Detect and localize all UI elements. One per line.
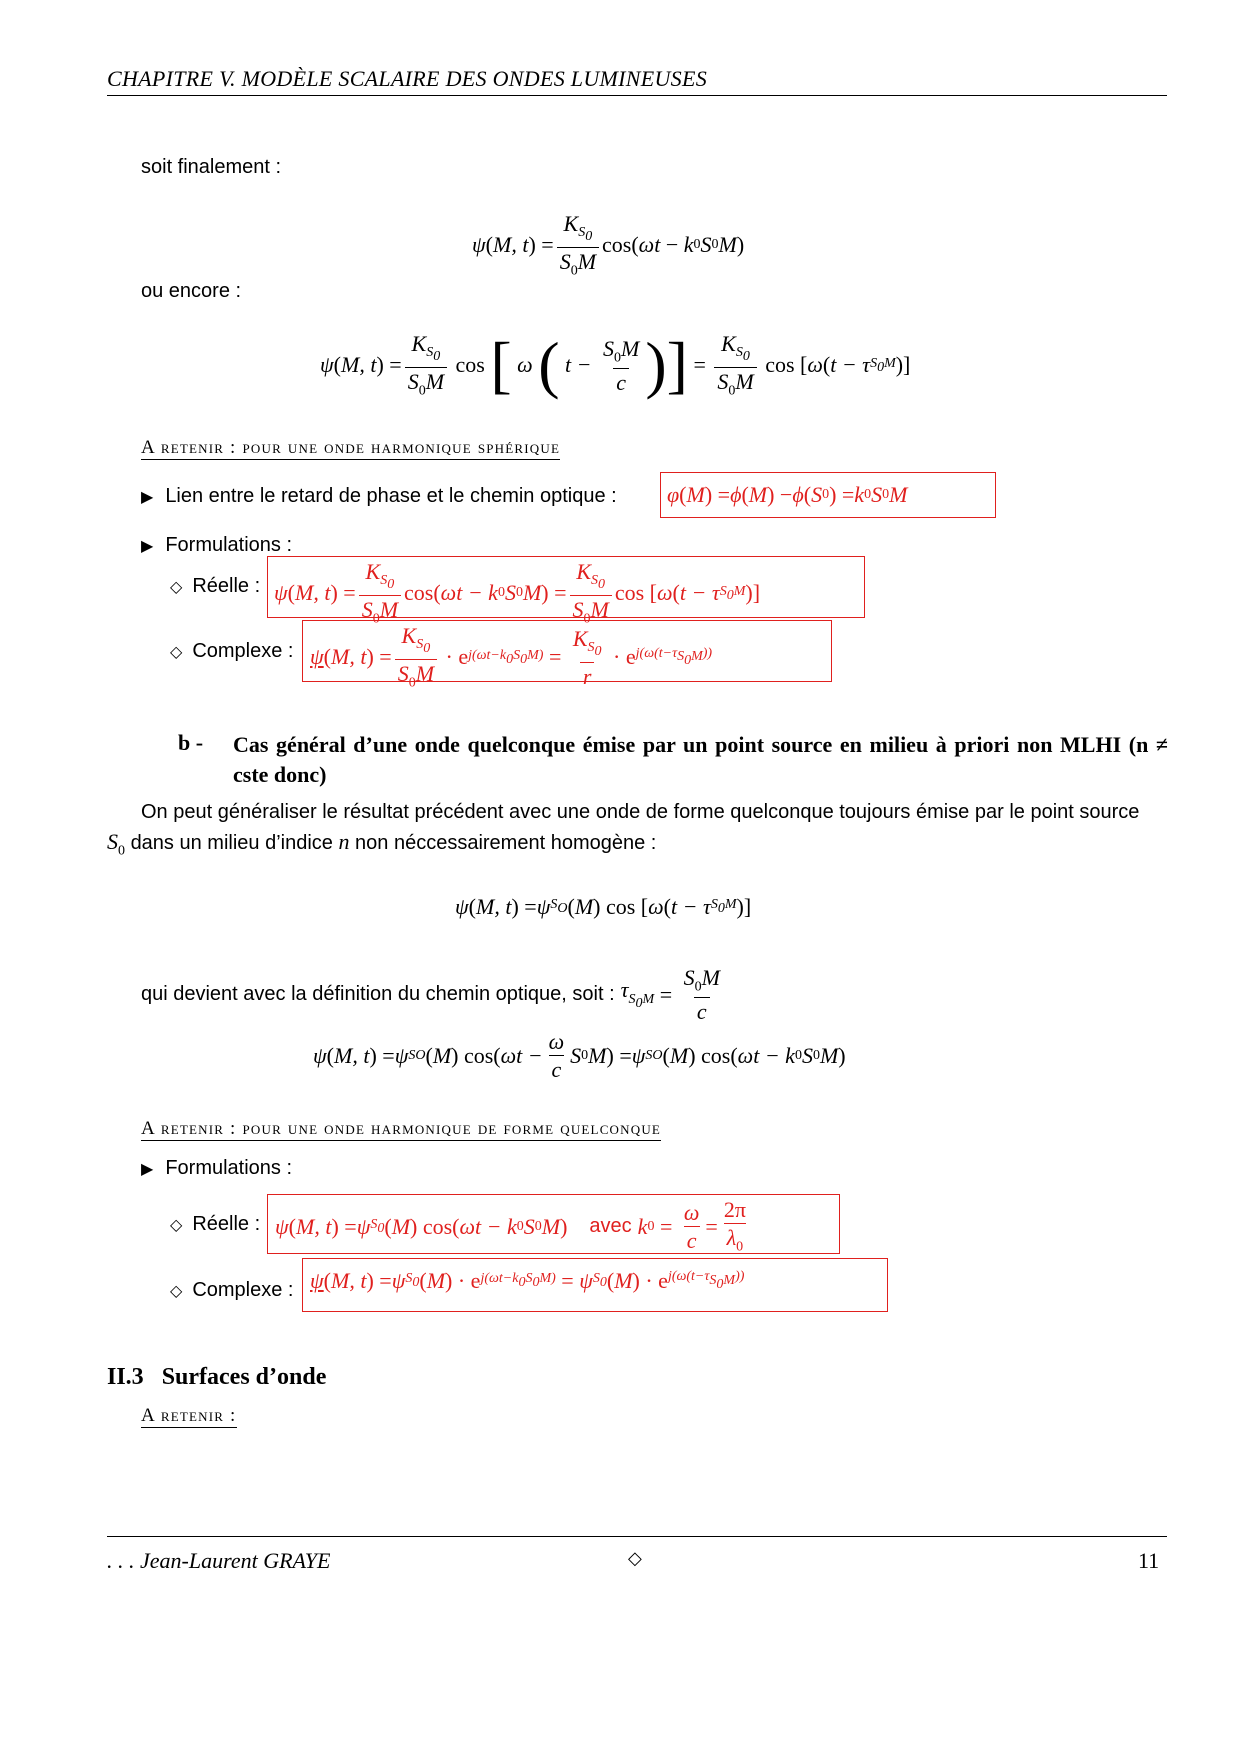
- equation-psi-general-2: ψ ( M, t ) = ψ SO ( M ) cos( ωt − $\frac{\omega}{c}$ S 0 M ) = ψ SO ( M ) cos( ωt − k 0 S 0 M ): [313, 1029, 846, 1083]
- item-reelle-2: ◇ Réelle :: [170, 1213, 261, 1235]
- formula-retard-phase: φ ( M ) = ϕ ( M ) − ϕ ( S 0 ) = k 0 S 0 M: [667, 482, 908, 507]
- equation-psi-general: ψ ( M, t ) = ψ $S_O$ ( M ) cos [ ω ( t − τ $S_0M$ )]: [455, 894, 752, 919]
- bullet-formulations-1: ▶ Formulations :: [141, 534, 293, 556]
- header-rule: [107, 95, 1167, 96]
- subsection-letter: b -: [178, 730, 204, 755]
- diamond-icon: ◇: [170, 1216, 183, 1234]
- page-number: 11: [1138, 1548, 1160, 1573]
- diamond-icon: ◇: [170, 643, 183, 661]
- formula-reelle-2: ψ ( M, t ) = ψ $S_0$ ( M ) cos( ωt − k 0 S 0 M ) avec k 0 = $\frac{\omega}{c}$ = $\frac{2\pi}{\lambda_0}$: [275, 1197, 746, 1255]
- retenir-surfaces: A retenir :: [141, 1405, 237, 1426]
- paragraph-general-line1: On peut généraliser le résultat précédent avec une onde de forme quelconque toujours émise par le point source: [141, 801, 1140, 823]
- formula-complexe-1: ψ(M, t) = $\frac{K_{S_0}}{S_0M}$ · e $j(\omega t-k_0S_0M)$ = $\frac{K_{S_0}}{r}$ · e $j(\omega(t-\tau_{S_0M}))$: [310, 623, 713, 691]
- diamond-icon: ◇: [628, 1548, 642, 1568]
- equation-psi-retard: ψ(M, t) = $\frac{K_{S_0}}{S_0M}$ cos [ ω ( t − $\frac{S_0M}{c}$ ) ] = $\frac{K_{S_0}}{S_0M}$ cos [ ω ( t − τ $S_0M$ )]: [320, 329, 911, 401]
- retenir-quelconque: A retenir : pour une onde harmonique de forme quelconque: [141, 1118, 662, 1139]
- item-complexe-1: ◇ Complexe :: [170, 640, 294, 662]
- footer-rule: [107, 1536, 1167, 1537]
- paragraph-general-line2: $S_0$ dans un milieu d’indice n non néccessairement homogène :: [107, 829, 657, 859]
- section-heading: II.3 Surfaces d’onde: [107, 1364, 327, 1390]
- diamond-icon: ◇: [170, 1282, 183, 1300]
- line-devient: qui devient avec la définition du chemin optique, soit : $\tau_{S_0M}$ = $\frac{S_0M}{c}$: [141, 965, 720, 1025]
- footer-author: . . . Jean-Laurent GRAYE: [107, 1548, 331, 1573]
- retenir-spherique: A retenir : pour une onde harmonique sphérique: [141, 437, 561, 458]
- triangle-right-icon: ▶: [141, 1160, 154, 1178]
- subsection-title: Cas général d’une onde quelconque émise par un point source en milieu à priori non MLHI (n ≠ cste donc): [233, 732, 1168, 787]
- chapter-header: CHAPITRE V. MODÈLE SCALAIRE DES ONDES LUMINEUSES: [107, 66, 708, 91]
- item-complexe-2: ◇ Complexe :: [170, 1279, 294, 1301]
- equation-psi-cos: ψ(M, t) = $\frac{K_{S_0}}{S_0M}$ cos( ωt − k 0 S 0 M ): [472, 211, 745, 279]
- text-ou-encore: ou encore :: [141, 280, 242, 302]
- diamond-icon: ◇: [170, 578, 183, 596]
- triangle-right-icon: ▶: [141, 488, 154, 506]
- item-reelle-1: ◇ Réelle :: [170, 575, 261, 597]
- triangle-right-icon: ▶: [141, 537, 154, 555]
- bullet-lien: ▶ Lien entre le retard de phase et le chemin optique :: [141, 485, 617, 507]
- text-soit-finalement: soit finalement :: [141, 156, 282, 178]
- formula-complexe-2: ψ ( M, t ) = ψ $S_0$ ( M ) · e $j(\omega t-k_0S_0M)$ = ψ $S_0$ ( M ) · e $j(\omega(t-\tau_{S_0M}))$: [310, 1268, 745, 1293]
- bullet-formulations-2: ▶ Formulations :: [141, 1157, 293, 1179]
- formula-reelle-1: ψ(M, t) = $\frac{K_{S_0}}{S_0M}$ cos( ωt − k 0 S 0 M ) = $\frac{K_{S_0}}{S_0M}$ cos [ ω ( t − τ $S_0M$ )]: [274, 559, 761, 627]
